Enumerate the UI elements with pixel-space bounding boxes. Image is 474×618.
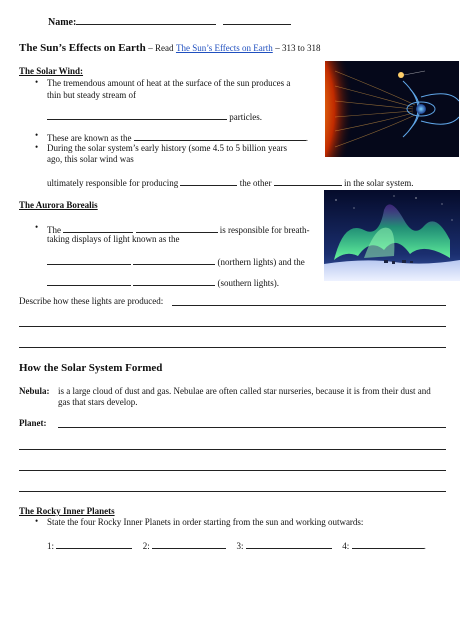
rocky-answers-row: 1: 2: 3: 4: . (47, 541, 426, 551)
solar-wind-b3-line2: ago, this solar wind was (47, 154, 134, 164)
bullet-dot: • (35, 222, 39, 232)
formed-heading: How the Solar System Formed (19, 362, 163, 374)
describe-line-2[interactable] (19, 326, 446, 327)
describe-line-1[interactable] (172, 305, 446, 306)
section-title-row (19, 42, 321, 54)
describe-row (19, 296, 163, 307)
bullet-dot: • (35, 142, 39, 152)
section-title: The Sun’s Effects on Earth (19, 42, 146, 54)
planet-label: Planet: (19, 418, 47, 428)
planet-line-4[interactable] (19, 491, 446, 492)
known-as-blank[interactable] (134, 131, 306, 141)
northern-blank-2[interactable] (133, 255, 215, 265)
name-row (48, 15, 291, 28)
producing-blank[interactable] (180, 176, 237, 186)
aurora-the-label: The (47, 225, 61, 235)
northern-row (47, 255, 305, 268)
rocky-bullet: State the four Rocky Inner Planets in order starting from the sun and working outwards: (47, 517, 364, 527)
solar-wind-b2: These are known as the . (47, 133, 308, 143)
in-solar-system-label: in the solar system. (343, 178, 414, 188)
known-as-label: These are known as the (47, 133, 132, 143)
northern-blank-1[interactable] (47, 255, 131, 265)
ultimately-label: ultimately responsible for producing (47, 178, 179, 188)
aurora-responsible-label: is responsible for breath- (219, 225, 310, 235)
planet-4-label: 4: (342, 541, 350, 551)
planet-line-3[interactable] (19, 470, 446, 471)
the-other-label: the other (239, 178, 272, 188)
aurora-image (324, 190, 460, 281)
rocky-heading: The Rocky Inner Planets (19, 506, 115, 516)
bullet-dot: • (35, 516, 39, 526)
southern-label: (southern lights). (217, 278, 279, 288)
solar-wind-b3-line1: During the solar system’s early history (some 4.5 to 5 billion years (47, 143, 287, 153)
nebula-label: Nebula: (19, 386, 50, 396)
planet-2-label: 2: (142, 541, 150, 551)
describe-line-3[interactable] (19, 347, 446, 348)
reading-link[interactable]: The Sun’s Effects on Earth (175, 43, 273, 53)
name-blank[interactable] (76, 15, 216, 25)
solar-wind-heading: The Solar Wind: (19, 66, 84, 76)
other-blank[interactable] (274, 176, 342, 186)
read-suffix: – 313 to 318 (275, 43, 321, 53)
planet-2-blank[interactable] (152, 539, 226, 549)
planet-1-blank[interactable] (56, 539, 132, 549)
bullet-dot: • (35, 130, 39, 140)
particles-label: particles. (229, 112, 262, 122)
aurora-blank-2[interactable] (136, 223, 218, 233)
solar-wind-b1-fill (47, 110, 262, 123)
planet-1-label: 1: (47, 541, 55, 551)
planet-4-blank[interactable] (352, 539, 424, 549)
planet-3-blank[interactable] (246, 539, 332, 549)
name-label: Name: (48, 17, 77, 28)
southern-row (47, 276, 279, 289)
solar-wind-b1-line2: thin but steady stream of (47, 90, 136, 100)
name-blank-2[interactable] (223, 15, 291, 25)
solar-wind-image (325, 61, 459, 157)
particles-blank[interactable] (47, 110, 227, 120)
read-prefix: – Read (148, 43, 174, 53)
nebula-text-1: is a large cloud of dust and gas. Nebulae are often called star nurseries, because it is from their dust and (58, 386, 431, 396)
planet-3-label: 3: (236, 541, 244, 551)
solar-wind-illustration (325, 61, 459, 157)
northern-label: (northern lights) and the (217, 257, 305, 267)
aurora-blank-1[interactable] (63, 223, 133, 233)
planet-line-2[interactable] (19, 449, 446, 450)
solar-wind-b1-line1: The tremendous amount of heat at the surface of the sun produces a (47, 78, 291, 88)
describe-label: Describe how these lights are produced: (19, 296, 164, 306)
aurora-heading: The Aurora Borealis (19, 200, 98, 210)
southern-blank-1[interactable] (47, 276, 131, 286)
aurora-illustration (324, 190, 460, 281)
bullet-dot: • (35, 77, 39, 87)
southern-blank-2[interactable] (133, 276, 215, 286)
ultimately-row (47, 176, 413, 189)
nebula-text-2: gas that stars develop. (58, 397, 138, 407)
aurora-b1-line2: taking displays of light known as the (47, 234, 180, 244)
planet-line-1[interactable] (58, 427, 446, 428)
